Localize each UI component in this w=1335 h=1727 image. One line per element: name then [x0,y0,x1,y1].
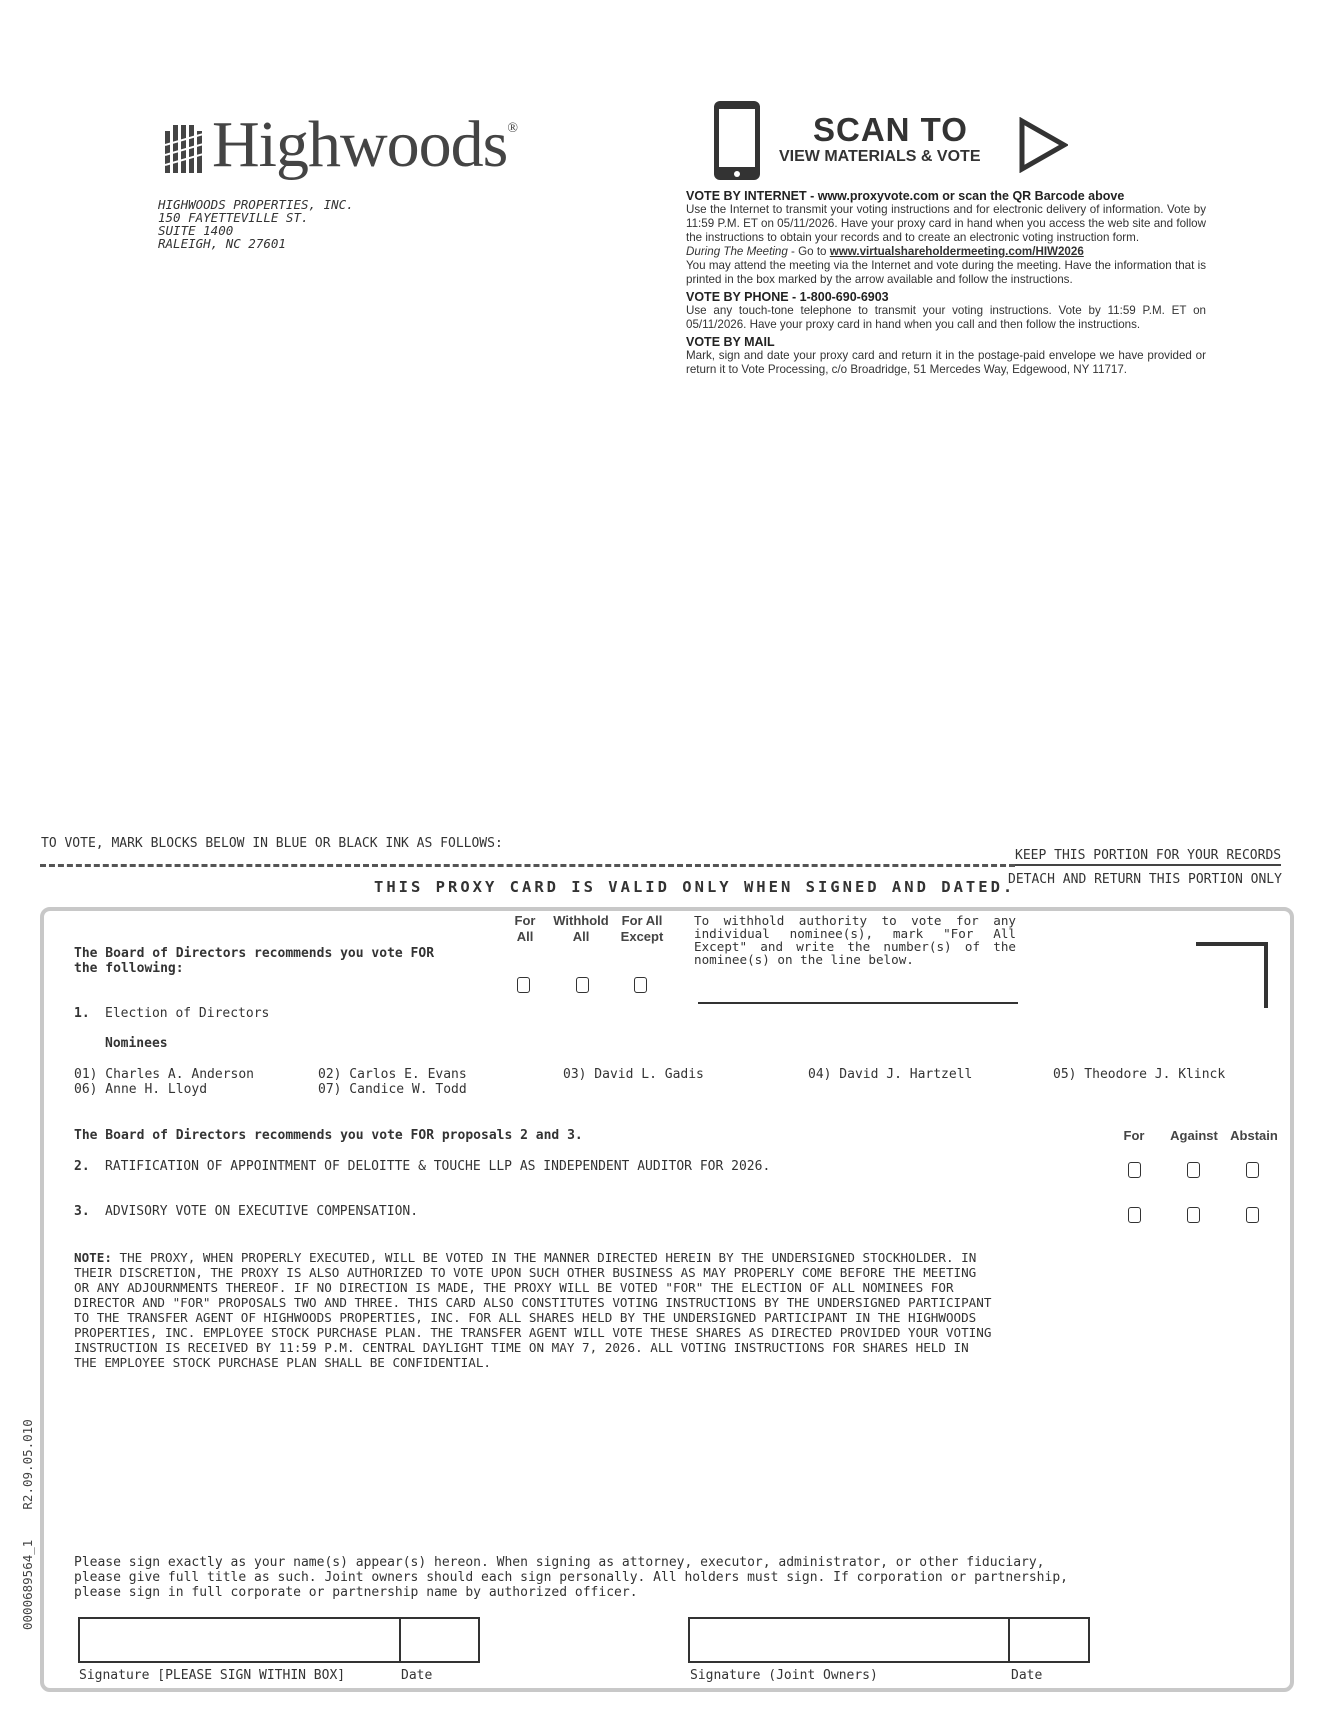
withhold-all-checkbox[interactable] [576,977,589,993]
vote-phone-text: Use any touch-tone telephone to transmit your voting instructions. Vote by 11:59 P.M. ET on 05/11/2026. Have your proxy card in hand when you call and then follow the instructions. [686,304,1206,331]
logo-wordmark: Highwoods® [212,108,517,181]
address-line: SUITE 1400 [158,223,234,238]
voting-instructions [686,189,1206,380]
address-line: HIGHWOODS PROPERTIES, INC. [158,197,354,212]
col-for: For [1123,1128,1145,1143]
joint-date-label: Date [1011,1668,1043,1683]
nominee: 05) Theodore J. Klinck [1053,1067,1226,1082]
scan-subheading: VIEW MATERIALS & VOTE [779,148,981,165]
item-3-abstain-checkbox[interactable] [1246,1207,1259,1223]
detach-line [40,864,1015,867]
item-3-against-checkbox[interactable] [1187,1207,1200,1223]
vote-mail-heading: VOTE BY MAIL [686,335,775,349]
meeting-text: You may attend the meeting via the Internet and vote during the meeting. Have the information that is printed in the box marked by the arrow available and follow the instructions. [686,259,1206,286]
board-recommendation-2: The Board of Directors recommends you vote FOR proposals 2 and 3. [74,1128,583,1143]
meeting-line: During The Meeting - Go to www.virtualshareholdermeeting.com/HIW2026 [686,245,1084,258]
meeting-link[interactable]: www.virtualshareholdermeeting.com/HIW2026 [829,245,1084,258]
withhold-instruction: To withhold authority to vote for any individual nominee(s), mark "For All Except" and write the number(s) of the nominee(s) on the line below. [694,913,1016,967]
detach-portion-label: DETACH AND RETURN THIS PORTION ONLY [1008,872,1282,887]
board-recommendation-1: The Board of Directors recommends you vote FOR the following: [74,946,435,976]
signing-instructions: Please sign exactly as your name(s) appear(s) hereon. When signing as attorney, executor, administrator, or other fiduciary, please give full title as such. Joint owners should each sign personally. All holders must sign. If corporation or partnership, please sign in full corporate or partnership name by authorized officer. [74,1555,1068,1600]
item-3-number: 3. [74,1204,90,1219]
phone-icon [712,99,762,182]
form-code: 0000689564_1 R2.09.05.010 [20,1419,35,1630]
play-arrow-icon [1018,117,1068,173]
item-1-label: Election of Directors [105,1006,270,1021]
scan-heading: SCAN TO [813,111,968,148]
keep-portion-label: KEEP THIS PORTION FOR YOUR RECORDS [1015,848,1281,866]
joint-signature-box[interactable] [688,1617,1090,1663]
item-3-for-checkbox[interactable] [1128,1207,1141,1223]
corner-mark [1196,942,1268,1008]
valid-notice: THIS PROXY CARD IS VALID ONLY WHEN SIGNED AND DATED. [374,878,1016,896]
for-all-checkbox[interactable] [517,977,530,993]
nominee: 03) David L. Gadis [563,1067,704,1082]
signature-box[interactable] [78,1617,480,1663]
col-for-all: For All [514,913,536,944]
proxy-note: NOTE: THE PROXY, WHEN PROPERLY EXECUTED, WILL BE VOTED IN THE MANNER DIRECTED HEREIN BY THE UNDERSIGNED STOCKHOLDER. IN THEIR DISCRETION, THE PROXY IS ALSO AUTHORIZED TO VOTE UPON SUCH OTHER BUSINESS AS MAY PROPERLY COME BEFORE THE MEETING OR ANY ADJOURNMENTS THEREOF. IF NO DIRECTION IS MADE, THE PROXY WILL BE VOTED "FOR" THE ELECTION OF ALL NOMINEES FOR DIRECTOR AND "FOR" PROPOSALS TWO AND THREE. THIS CARD ALSO CONSTITUTES VOTING INSTRUCTIONS BY THE UNDERSIGNED PARTICIPANT TO THE TRANSFER AGENT OF HIGHWOODS PROPERTIES, INC. FOR ALL SHARES HELD BY THE UNDERSIGNED PARTICIPANT IN THE HIGHWOODS PROPERTIES, INC. EMPLOYEE STOCK PURCHASE PLAN. THE TRANSFER AGENT WILL VOTE THESE SHARES AS DIRECTED PROVIDED YOUR VOTING INSTRUCTION IS RECEIVED BY 11:59 P.M. CENTRAL DAYLIGHT TIME ON MAY 7, 2026. ALL VOTING INSTRUCTIONS FOR SHARES HELD IN THE EMPLOYEE STOCK PURCHASE PLAN SHALL BE CONFIDENTIAL. [74,1250,992,1370]
col-withhold-all: Withhold All [553,913,609,944]
nominees-label: Nominees [105,1036,168,1051]
vote-internet-heading: VOTE BY INTERNET - www.proxyvote.com or scan the QR Barcode above [686,189,1125,203]
col-for-all-except: For All Except [620,913,664,944]
item-2-label: RATIFICATION OF APPOINTMENT OF DELOITTE & TOUCHE LLP AS INDEPENDENT AUDITOR FOR 2026. [105,1159,771,1174]
company-address [158,198,354,250]
vote-internet-text: Use the Internet to transmit your voting instructions and for electronic delivery of information. Vote by 11:59 P.M. ET on 05/11/2026. Have your proxy card in hand when you access the web site and follow the instructions to obtain your records and to create an electronic voting instruction form. [686,203,1206,244]
nominee: 07) Candice W. Todd [318,1082,467,1097]
item-1-number: 1. [74,1006,90,1021]
address-line: RALEIGH, NC 27601 [158,236,286,251]
vote-mail-text: Mark, sign and date your proxy card and return it in the postage-paid envelope we have provided or return it to Vote Processing, c/o Broadridge, 51 Mercedes Way, Edgewood, NY 11717. [686,349,1206,376]
col-against: Against [1170,1128,1218,1143]
nominee: 02) Carlos E. Evans [318,1067,467,1082]
for-all-except-checkbox[interactable] [634,977,647,993]
nominee: 01) Charles A. Anderson [74,1067,255,1082]
signature-label: Signature [PLEASE SIGN WITHIN BOX] [79,1668,346,1683]
except-nominee-line[interactable] [698,1002,1018,1004]
nominee: 06) Anne H. Lloyd [74,1082,208,1097]
address-line: 150 FAYETTEVILLE ST. [158,210,309,225]
date-label: Date [401,1668,433,1683]
vote-phone-heading: VOTE BY PHONE - 1-800-690-6903 [686,290,889,304]
highwoods-logo-icon [165,125,207,173]
joint-signature-label: Signature (Joint Owners) [690,1668,878,1683]
joint-signature-date-divider [1008,1617,1010,1663]
signature-date-divider [399,1617,401,1663]
item-2-abstain-checkbox[interactable] [1246,1162,1259,1178]
col-abstain: Abstain [1230,1128,1278,1143]
ink-instruction: TO VOTE, MARK BLOCKS BELOW IN BLUE OR BLACK INK AS FOLLOWS: [41,836,503,851]
item-3-label: ADVISORY VOTE ON EXECUTIVE COMPENSATION. [105,1204,419,1219]
item-2-for-checkbox[interactable] [1128,1162,1141,1178]
item-2-against-checkbox[interactable] [1187,1162,1200,1178]
item-2-number: 2. [74,1159,90,1174]
nominee: 04) David J. Hartzell [808,1067,973,1082]
